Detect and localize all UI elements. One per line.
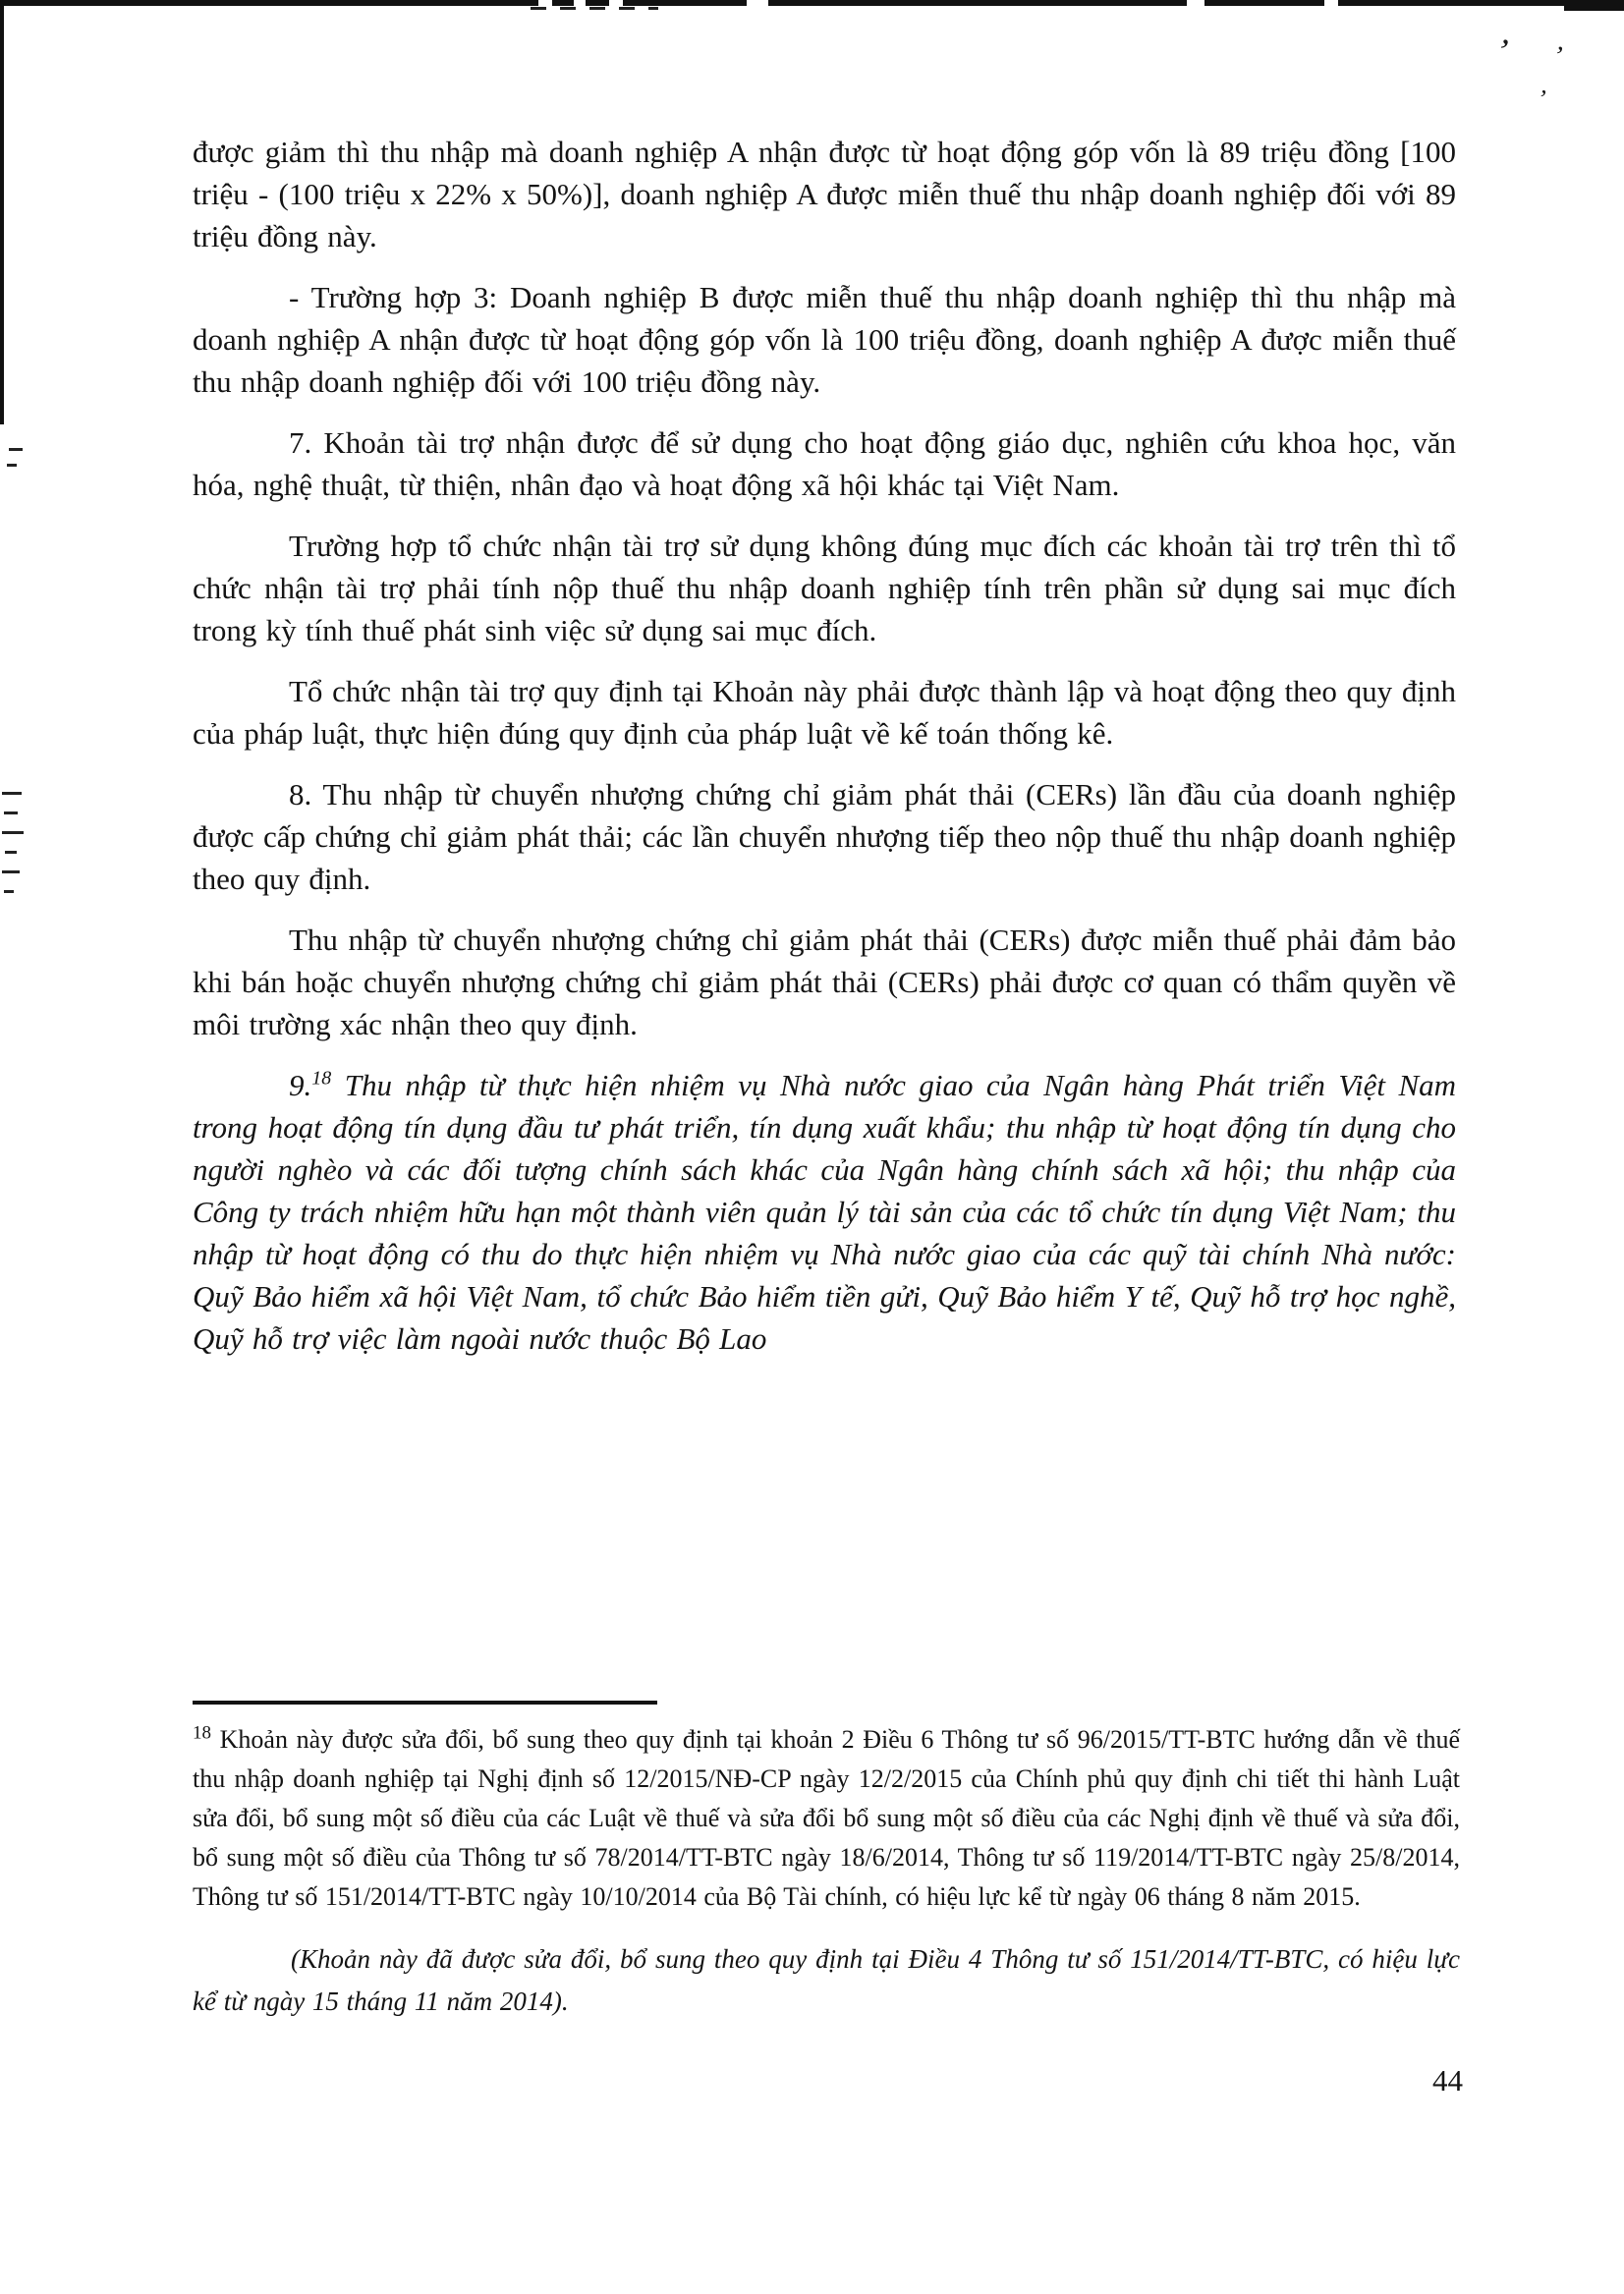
body-paragraph-clause7: 7. Khoản tài trợ nhận được để sử dụng cho hoạt động giáo dục, nghiên cứu khoa học, văn hóa, nghệ thuật, từ thiện, nhân đạo và hoạt động xã hội khác tại Việt Nam. [193,425,1456,502]
scan-line-gap [538,0,552,6]
footnote-amendment-note: (Khoản này đã được sửa đổi, bổ sung theo quy định tại Điều 4 Thông tư số 151/2014/TT-BTC, có hiệu lực kể từ ngày 15 tháng 11 năm 2014). [193,1944,1460,2016]
footnote-text: Khoản này được sửa đổi, bổ sung theo quy định tại khoản 2 Điều 6 Thông tư số 96/2015/TT-BTC hướng dẫn về thuế thu nhập doanh nghiệp tại Nghị định số 12/2015/NĐ-CP ngày 12/2/2015 của Chính phủ quy định chi tiết thi hành Luật sửa đổi, bổ sung một số điều của các Luật về thuế và sửa đổi bổ sung một số điều của các Nghị định về thuế và sửa đổi, bổ sung một số điều của Thông tư số 78/2014/TT-BTC ngày 18/6/2014, Thông tư số 119/2014/TT-BTC ngày 25/8/2014, Thông tư số 151/2014/TT-BTC ngày 10/10/2014 của Bộ Tài chính, có hiệu lực kể từ ngày 06 tháng 8 năm 2015. [193,1725,1461,1911]
scan-speck [7,464,17,467]
footnote-section [193,1701,1460,2023]
scan-quote-mark: ’ [1537,84,1549,114]
scan-speck [9,448,23,451]
body-paragraph-clause8: 8. Thu nhập từ chuyển nhượng chứng chỉ giảm phát thải (CERs) lần đầu của doanh nghiệp được cấp chứng chỉ giảm phát thải; các lần chuyển nhượng tiếp theo nộp thuế thu nhập doanh nghiệp theo quy định. [193,777,1456,896]
document-body [193,131,1456,1378]
clause9-number: 9. [289,1068,312,1102]
body-paragraph-continuation: được giảm thì thu nhập mà doanh nghiệp A nhận được từ hoạt động góp vốn là 89 triệu đồng [100 triệu - (100 triệu x 22% x 50%)], doanh nghiệp A được miễn thuế thu nhập doanh nghiệp đối với 89 triệu đồng này. [193,135,1456,253]
body-paragraph-case3: - Trường hợp 3: Doanh nghiệp B được miễn thuế thu nhập doanh nghiệp thì thu nhập mà doanh nghiệp A nhận được từ hoạt động góp vốn là 100 triệu đồng, doanh nghiệp A được miễn thuế thu nhập doanh nghiệp đối với 100 triệu đồng này. [193,280,1456,399]
scan-line-gap [609,0,623,6]
scan-dashed-mark [531,7,658,10]
footnote-18 [193,1720,1460,1917]
body-paragraph-clause7-note1: Trường hợp tổ chức nhận tài trợ sử dụng không đúng mục đích các khoản tài trợ trên thì tổ chức nhận tài trợ phải tính nộp thuế thu nhập doanh nghiệp tính trên phần sử dụng sai mục đích trong kỳ tính thuế phát sinh việc sử dụng sai mục đích. [193,529,1456,647]
scan-line-gap [574,0,586,6]
body-paragraph-clause8-note: Thu nhập từ chuyển nhượng chứng chỉ giảm phát thải (CERs) được miễn thuế phải đảm bảo khi bán hoặc chuyển nhượng chứng chỉ giảm phát thải (CERs) phải được cơ quan có thẩm quyền về môi trường xác nhận theo quy định. [193,923,1456,1041]
scan-speck [4,890,14,893]
scan-speck [2,831,24,834]
body-paragraph-clause7-note2: Tổ chức nhận tài trợ quy định tại Khoản này phải được thành lập và hoạt động theo quy định của pháp luật, thực hiện đúng quy định của pháp luật về kế toán thống kê. [193,674,1456,751]
scan-line-gap [1187,0,1204,6]
clause9-text: Thu nhập từ thực hiện nhiệm vụ Nhà nước giao của Ngân hàng Phát triển Việt Nam trong hoạt động tín dụng đầu tư phát triển, tín dụng xuất khẩu; thu nhập từ hoạt động tín dụng cho người nghèo và các đối tượng chính sách khác của Ngân hàng chính sách xã hội; thu nhập của Công ty trách nhiệm hữu hạn một thành viên quản lý tài sản của các tổ chức tín dụng Việt Nam; thu nhập từ hoạt động có thu do thực hiện nhiệm vụ Nhà nước giao của các quỹ tài chính Nhà nước: Quỹ Bảo hiểm xã hội Việt Nam, tổ chức Bảo hiểm tiền gửi, Quỹ Bảo hiểm Y tế, Quỹ hỗ trợ học nghề, Quỹ hỗ trợ việc làm ngoài nước thuộc Bộ Lao [193,1068,1457,1356]
scan-speck [5,851,17,854]
scan-quote-mark: ’ [1492,30,1514,72]
footnote-ref-marker: 18 [311,1067,332,1090]
scan-top-edge-blob [1564,0,1624,11]
scan-line-gap [747,0,768,6]
scan-speck [4,811,18,814]
scan-line-gap [1324,0,1338,6]
scan-speck [2,792,22,795]
footnote-number: 18 [193,1722,211,1744]
scan-quote-mark: ’ [1551,40,1567,73]
scan-speck [2,870,20,873]
footnote-separator-line [193,1701,657,1705]
page-number: 44 [1432,2063,1463,2098]
scan-top-edge-line [0,0,1624,6]
scan-left-edge-line [0,0,4,424]
body-paragraph-clause9 [193,1064,1456,1360]
